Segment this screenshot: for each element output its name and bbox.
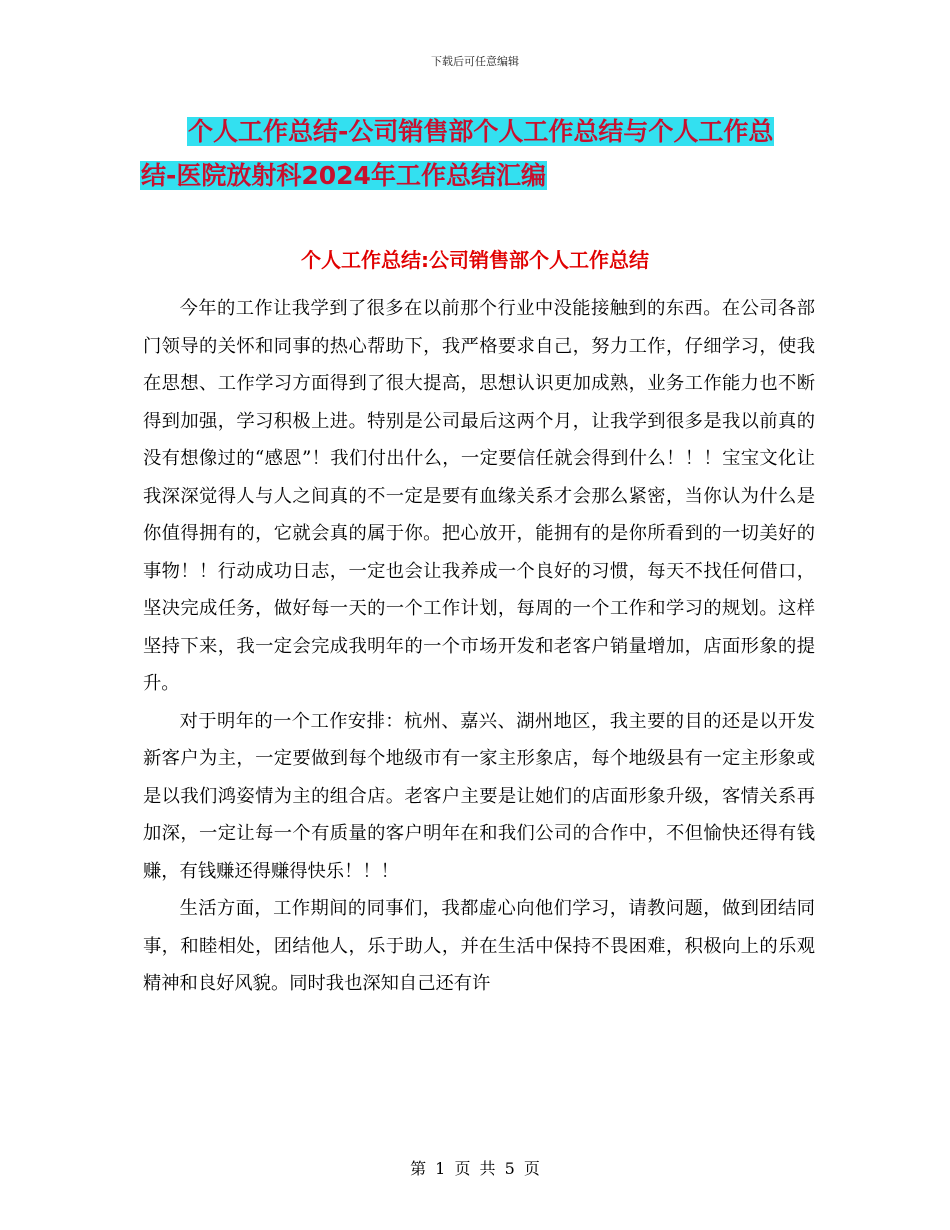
page-header-note: 下载后可任意编辑 (431, 55, 519, 68)
paragraph: 生活方面，工作期间的同事们，我都虚心向他们学习，请教问题，做到团结同事，和睦相处，团结他人，乐于助人，并在生活中保持不畏困难，积极向上的乐观精神和良好风貌。同时我也深知自己还有许 (143, 898, 815, 994)
page-footer: 第 1 页 共 5 页 (410, 1159, 540, 1178)
title-line-2-text: 结-医院放射科2024年工作总结汇编 (141, 161, 546, 190)
paragraph: 今年的工作让我学到了很多在以前那个行业中没能接触到的东西。在公司各部门领导的关怀和同事的热心帮助下，我严格要求自己，努力工作，仔细学习，使我在思想、工作学习方面得到了很大提高，思想认识更加成熟，业务工作能力也不断得到加强，学习积极上进。特别是公司最后这两个月，让我学到很多是我以前真的没有想像过的“感恩”！我们付出什么，一定要信任就会得到什么！！！宝宝文化让我深深觉得人与人之间真的不一定是要有血缘关系才会那么紧密，当你认为什么是你值得拥有的，它就会真的属于你。把心放开，能拥有的是你所看到的一切美好的事物！！行动成功日志，一定也会让我养成一个良好的习惯，每天不找任何借口，坚决完成任务，做好每一天的一个工作计划，每周的一个工作和学习的规划。这样坚持下来，我一定会完成我明年的一个市场开发和老客户销量增加，店面形象的提升。 (143, 298, 815, 694)
section-title: 个人工作总结:公司销售部个人工作总结 (301, 248, 649, 272)
document-title (140, 110, 840, 198)
paragraph: 对于明年的一个工作安排：杭州、嘉兴、湖州地区，我主要的目的还是以开发新客户为主，一定要做到每个地级市有一家主形象店，每个地级县有一定主形象或是以我们鸿姿情为主的组合店。老客户主要是让她们的店面形象升级，客情关系再加深，一定让每一个有质量的客户明年在和我们公司的合作中，不但愉快还得有钱赚，有钱赚还得赚得快乐！！！ (143, 710, 815, 882)
title-line-2 (140, 154, 840, 198)
body-text (143, 290, 815, 1003)
title-line-1-text: 个人工作总结-公司销售部个人工作总结与个人工作总 (188, 117, 774, 146)
title-line-1 (140, 110, 840, 154)
